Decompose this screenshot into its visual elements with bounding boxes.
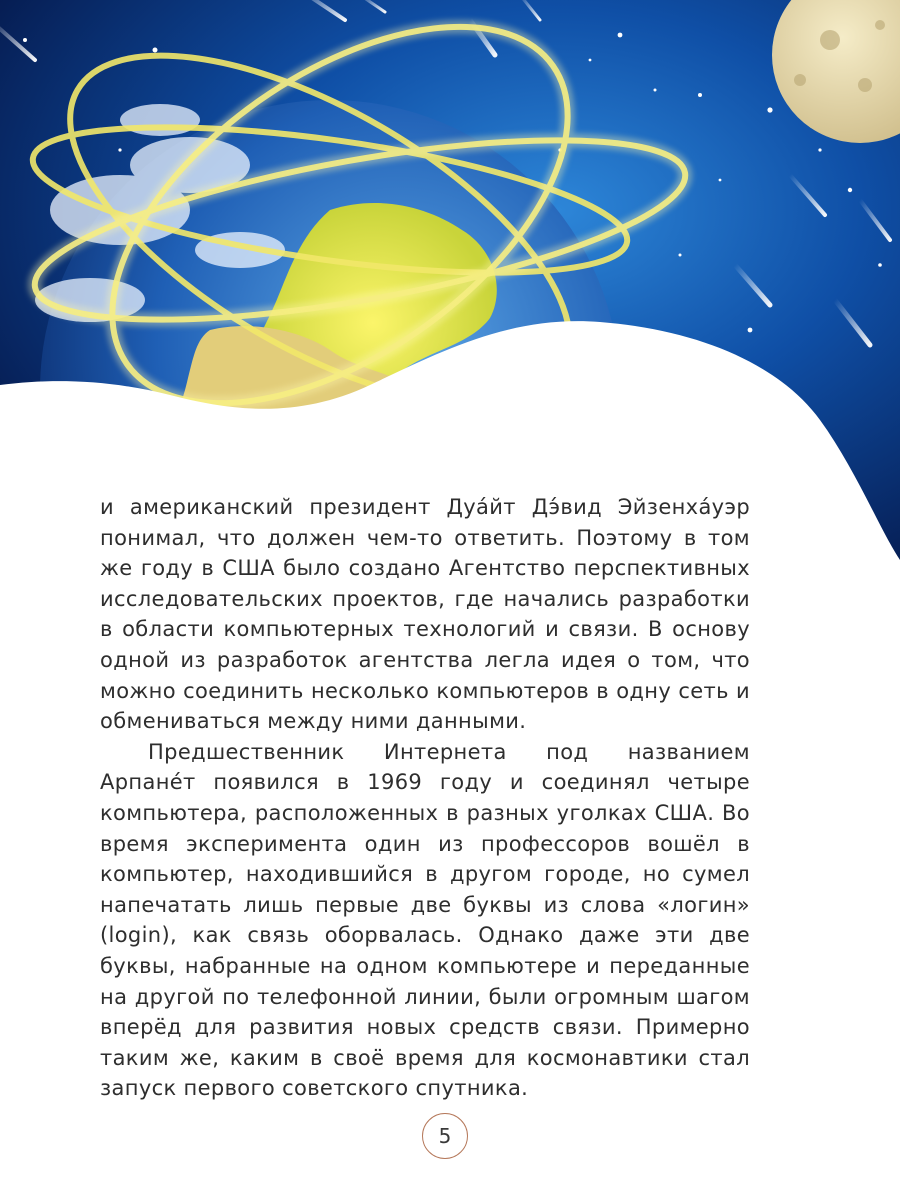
paragraph: Предшественник Интернета под названием Арпане́т появился в 1969 году и соединял четыре компьютера, расположенных в разных уголках США. Во время эксперимента один из профессоров вошёл в компьютер, находившийся в другом городе, но сумел напечатать лишь первые две буквы из слова «логин» (login), как связь оборвалась. Однако даже эти две буквы, набранные на одном компьютере и переданные на другой по телефонной линии, были огромным шагом вперёд для развития новых средств связи. Примерно таким же, каким в своё время для космонавтики стал запуск первого советского спутника. bbox=[100, 739, 750, 1101]
body-text bbox=[100, 492, 750, 1104]
page-number bbox=[422, 1113, 468, 1159]
paragraph: и американский президент Дуа́йт Дэ́вид Эйзенха́уэр понимал, что должен чем-то ответить. Поэтому в том же году в США было создано Агентство перспективных исследовательских проектов, где начались разработки в области компьютерных технологий и связи. В основу одной из разработок агентства легла идея о том, что можно соединить несколько компьютеров в одну сеть и обмениваться между ними данными. bbox=[100, 495, 750, 734]
page-number-label: 5 bbox=[438, 1124, 452, 1148]
